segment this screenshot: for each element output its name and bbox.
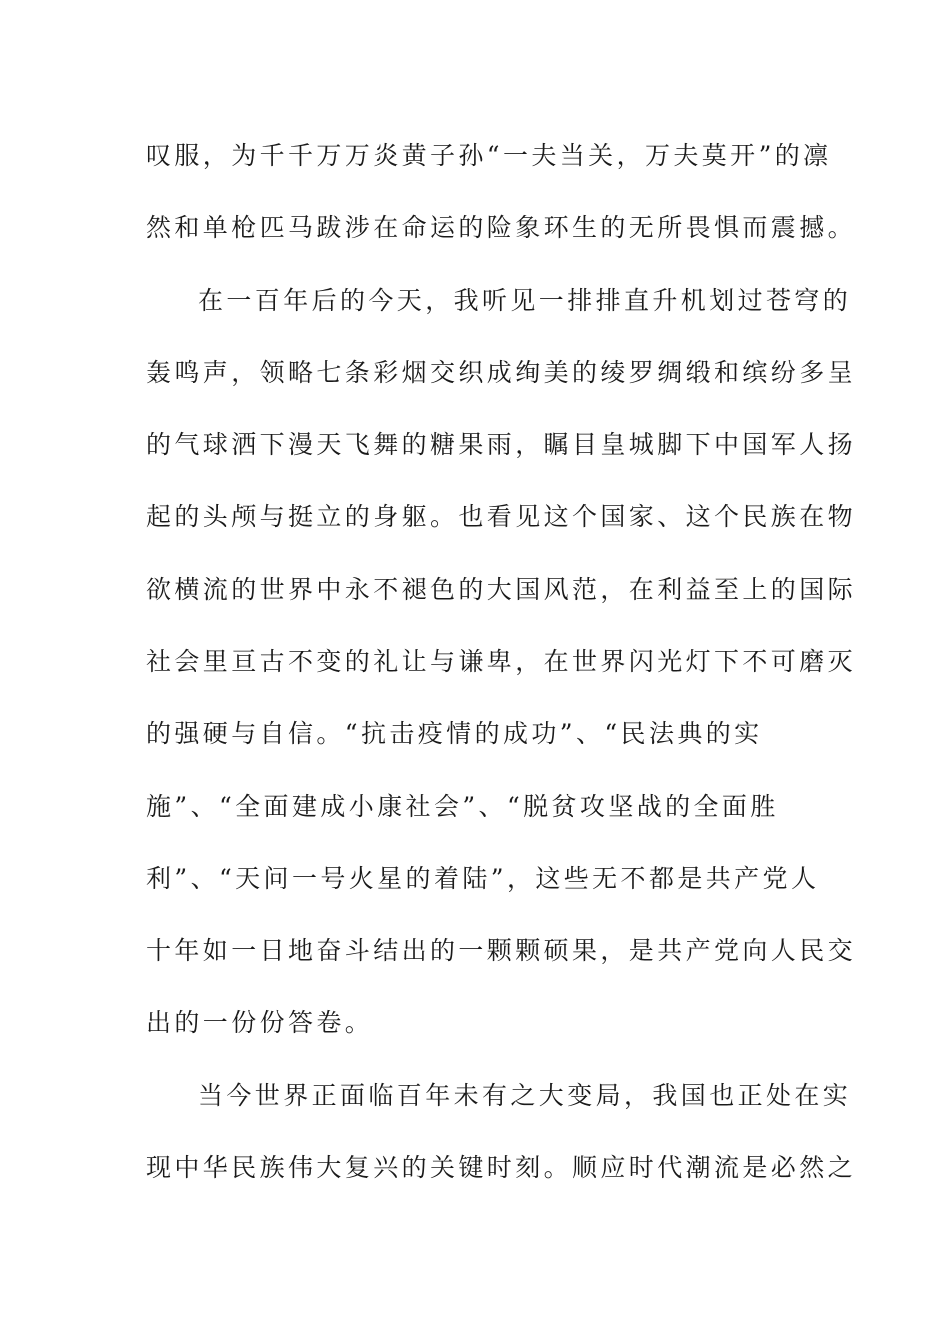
text-line: 的气球洒下漫天飞舞的糖果雨，瞩目皇城脚下中国军人扬 [146,430,857,459]
paragraph-first-line: 当今世界正面临百年未有之大变局，我国也正处在实 [198,1081,852,1110]
text-line: 起的头颅与挺立的身躯。也看见这个国家、这个民族在物 [146,502,857,531]
text-line: 利”、“天问一号火星的着陆”，这些无不都是共产党人 [146,864,820,893]
text-line: 社会里亘古不变的礼让与谦卑，在世界闪光灯下不可磨灭 [146,647,857,676]
paragraph-first-line: 在一百年后的今天，我听见一排排直升机划过苍穹的 [198,286,852,315]
text-line: 出的一份份答卷。 [146,1008,374,1037]
text-line: 十年如一日地奋斗结出的一颗颗硕果，是共产党向人民交 [146,936,857,965]
text-line: 施”、“全面建成小康社会”、“脱贫攻坚战的全面胜 [146,792,779,821]
text-line: 现中华民族伟大复兴的关键时刻。顺应时代潮流是必然之 [146,1153,857,1182]
text-line: 轰鸣声，领略七条彩烟交织成绚美的绫罗绸缎和缤纷多呈 [146,358,857,387]
text-line: 欲横流的世界中永不褪色的大国风范，在利益至上的国际 [146,575,857,604]
text-line: 然和单枪匹马跋涉在命运的险象环生的无所畏惧而震撼。 [146,213,857,242]
text-line: 叹服，为千千万万炎黄子孙“一夫当关，万夫莫开”的凛 [146,141,832,170]
text-line: 的强硬与自信。“抗击疫情的成功”、“民法典的实 [146,719,763,748]
